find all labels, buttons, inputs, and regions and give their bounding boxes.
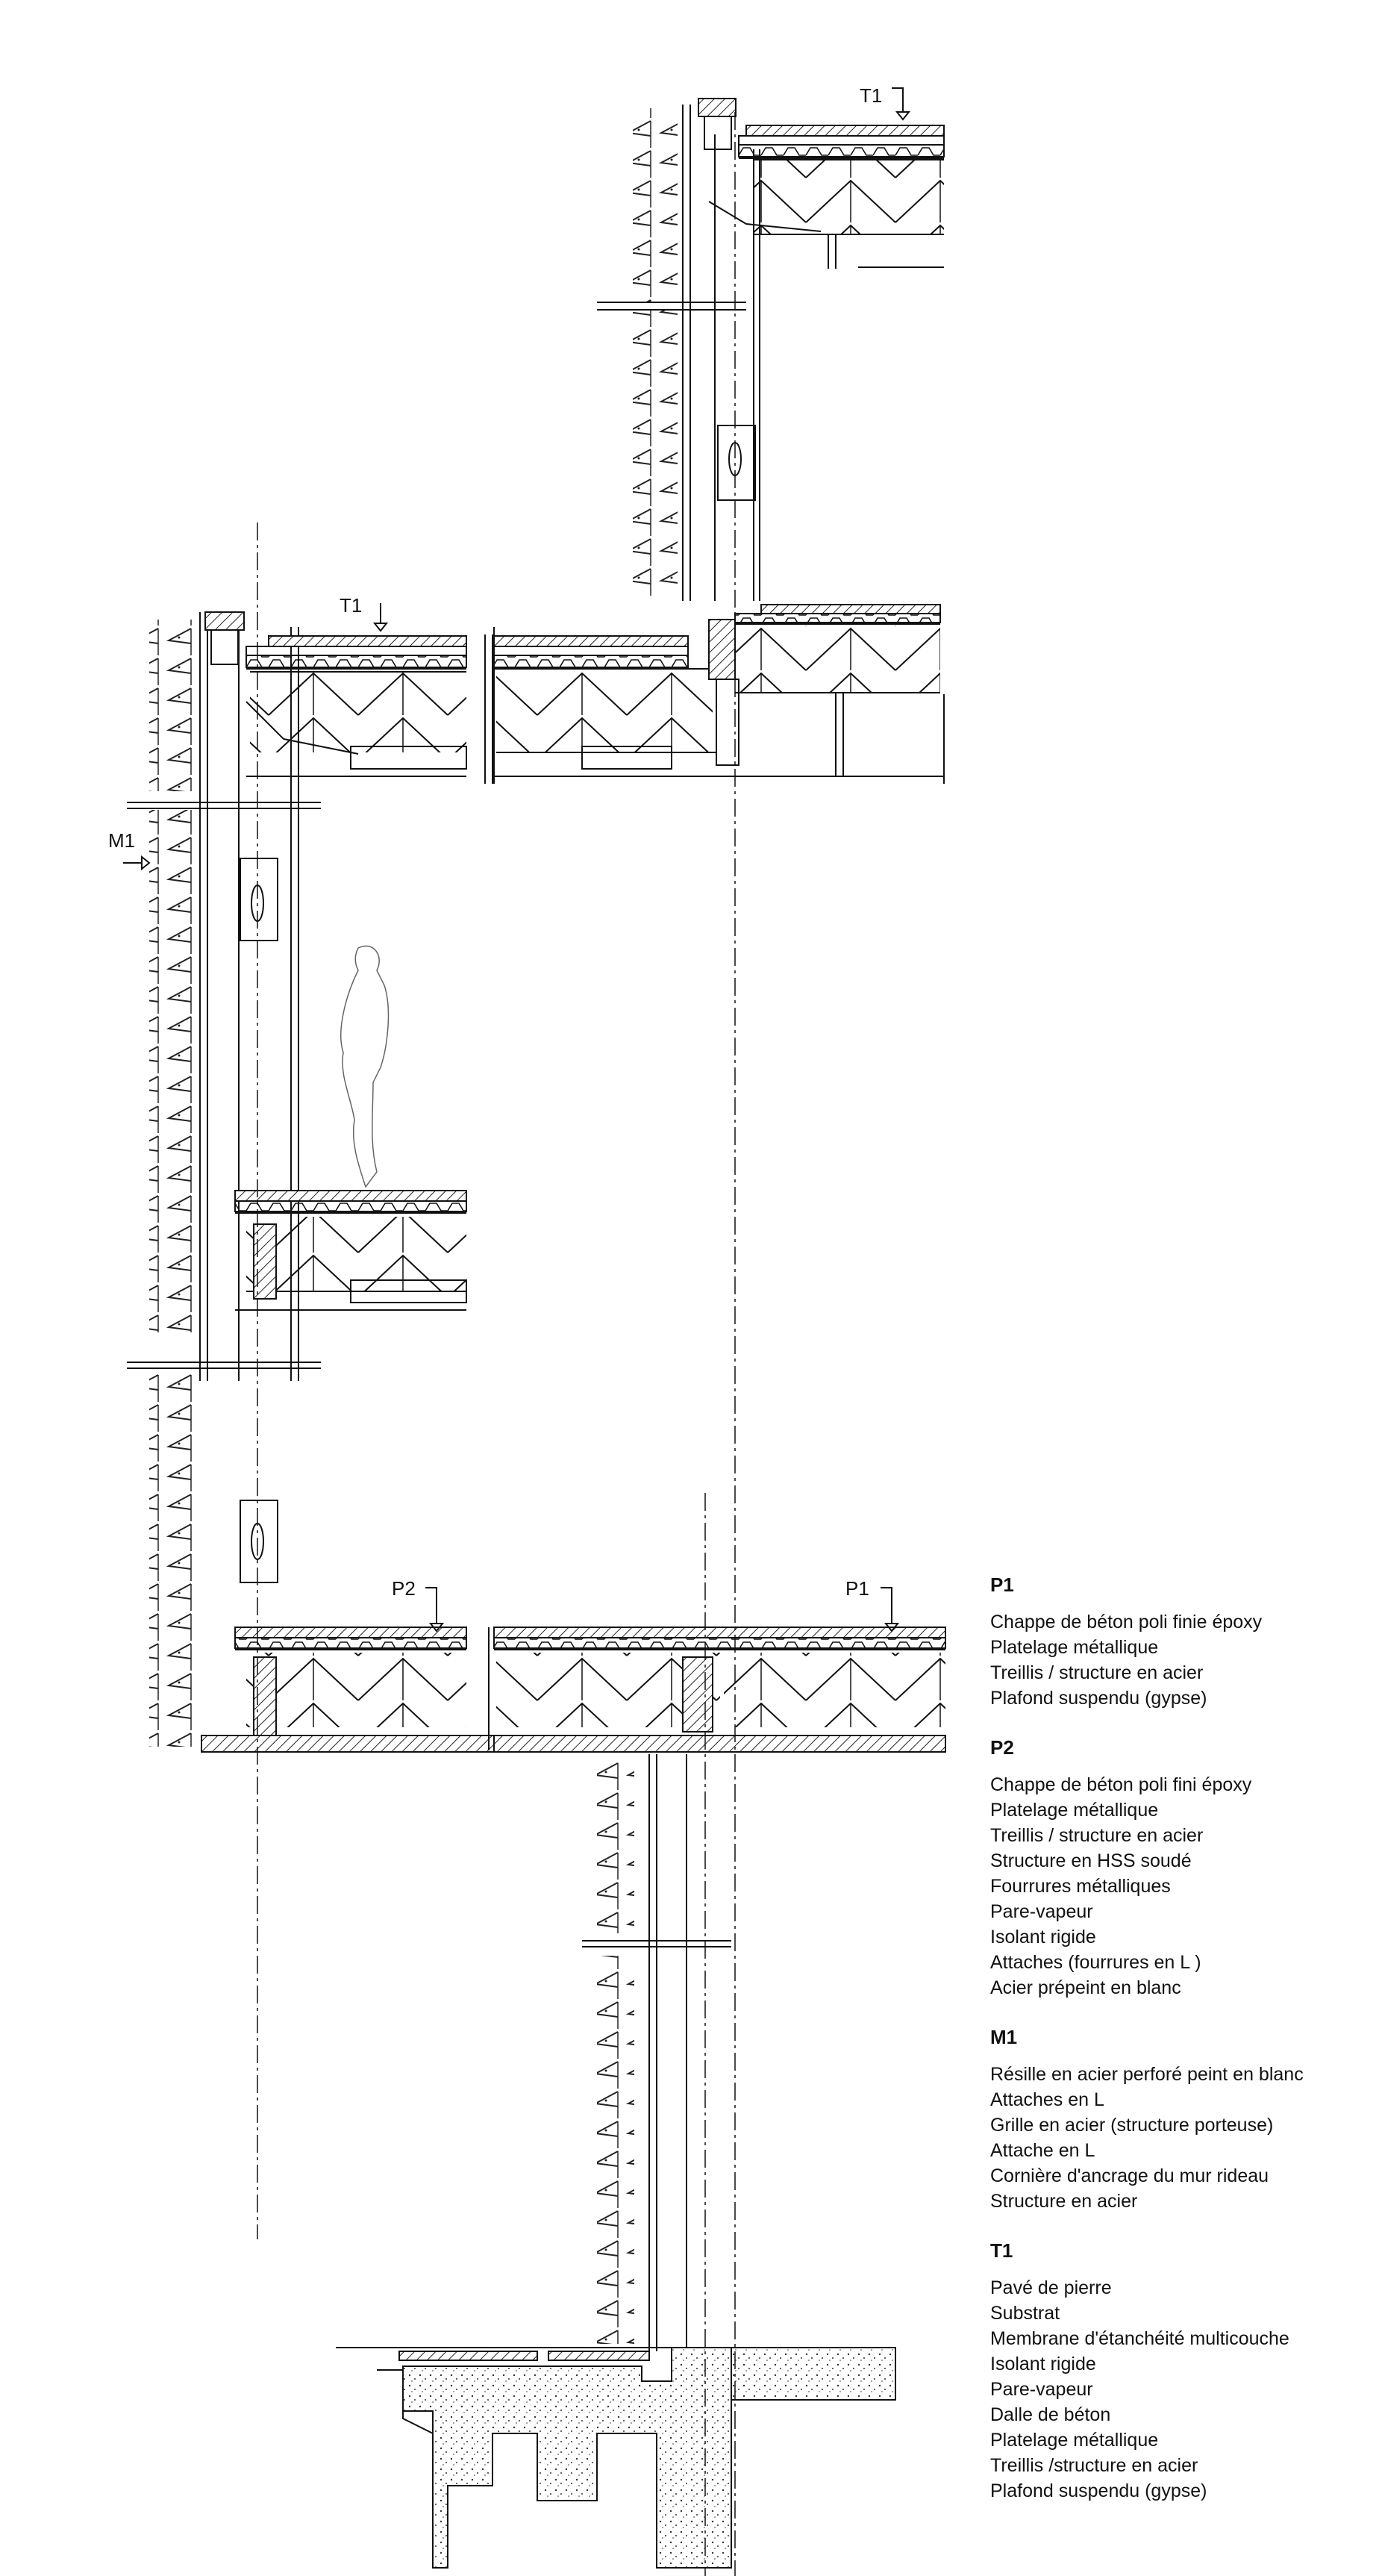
legend-item: Résille en acier perforé peint en blanc: [990, 2064, 1304, 2085]
legend-item: Isolant rigide: [990, 1927, 1096, 1947]
legend-group-p1: [990, 1574, 1363, 1711]
legend-group-m1: [990, 2026, 1363, 2214]
legend-item: Acier prépeint en blanc: [990, 1977, 1181, 1998]
legend-item: Membrane d'étanchéité multicouche: [990, 2328, 1289, 2349]
legend-item: Treillis / structure en acier: [990, 1662, 1204, 1683]
legend-group-p2: [990, 1736, 1363, 2000]
legend-item: Chappe de béton poli finie époxy: [990, 1612, 1263, 1632]
material-legend: [990, 1574, 1363, 2529]
legend-item: Cornière d'ancrage du mur rideau: [990, 2165, 1269, 2186]
legend-item: Attache en L: [990, 2140, 1095, 2161]
legend-item: Fourrures métalliques: [990, 1876, 1171, 1897]
legend-code: M1: [990, 2026, 1018, 2048]
legend-item: Plafond suspendu (gypse): [990, 2480, 1207, 2501]
legend-item: Treillis / structure en acier: [990, 1825, 1204, 1846]
legend-item: Platelage métallique: [990, 1637, 1159, 1658]
legend-item: Substrat: [990, 2303, 1060, 2324]
legend-code: P1: [990, 1574, 1014, 1596]
legend-item: Plafond suspendu (gypse): [990, 1688, 1207, 1709]
legend-item: Isolant rigide: [990, 2354, 1096, 2374]
callout-p1: P1: [845, 1577, 869, 1600]
callout-t1-mid: T1: [340, 594, 363, 617]
legend-item: Chappe de béton poli fini époxy: [990, 1774, 1252, 1795]
callout-m1: M1: [108, 829, 136, 852]
legend-item: Pavé de pierre: [990, 2277, 1112, 2298]
legend-item: Platelage métallique: [990, 2430, 1159, 2451]
callout-p2: P2: [392, 1577, 416, 1600]
legend-code: T1: [990, 2239, 1013, 2262]
legend-group-t1: [990, 2239, 1363, 2504]
legend-item: Structure en HSS soudé: [990, 1850, 1192, 1871]
legend-item: Attaches en L: [990, 2089, 1104, 2110]
legend-item: Structure en acier: [990, 2191, 1138, 2212]
legend-item: Platelage métallique: [990, 1800, 1159, 1821]
legend-item: Pare-vapeur: [990, 2379, 1093, 2400]
legend-code: P2: [990, 1736, 1014, 1759]
callout-t1-upper: T1: [860, 84, 883, 107]
legend-item: Treillis /structure en acier: [990, 2455, 1198, 2476]
lower-floor-section: [149, 1373, 945, 2351]
legend-item: Attaches (fourrures en L ): [990, 1952, 1201, 1973]
ground-foundation: [336, 2348, 895, 2568]
legend-item: Pare-vapeur: [990, 1901, 1093, 1922]
legend-item: Dalle de béton: [990, 2404, 1111, 2425]
legend-item: Grille en acier (structure porteuse): [990, 2115, 1274, 2136]
mid-wall-section: [127, 810, 466, 1368]
